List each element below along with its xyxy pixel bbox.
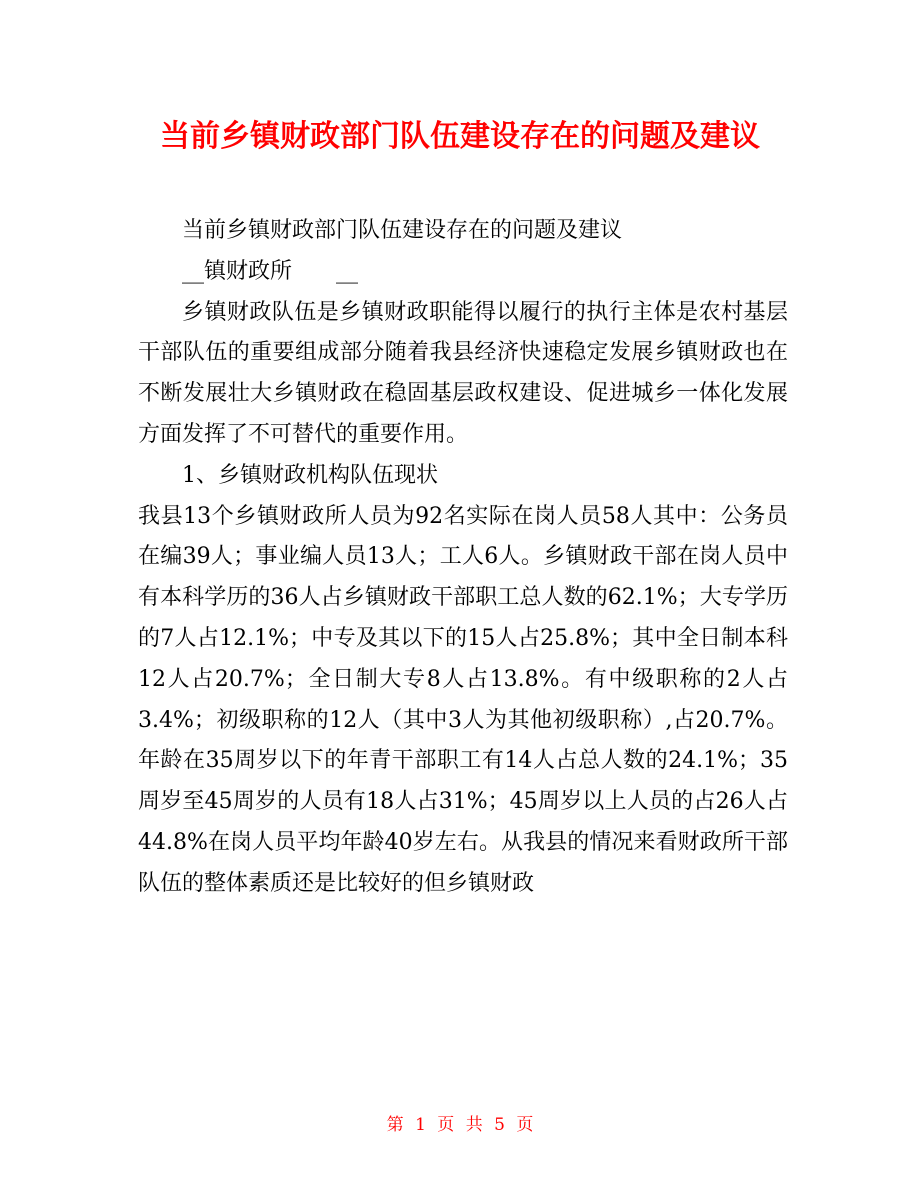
document-title: 当前乡镇财政部门队伍建设存在的问题及建议 (160, 119, 760, 154)
footer-total-unit: 页 (516, 1115, 534, 1135)
page-footer (0, 1110, 920, 1140)
footer-total-pages: 5 (494, 1115, 505, 1135)
footer-page-unit: 页 (437, 1115, 455, 1135)
footer-total-label: 共 (465, 1115, 483, 1135)
footer-page-label: 第 (386, 1115, 404, 1135)
author-line: __镇财政所 __ (182, 258, 359, 284)
body-heading: 当前乡镇财政部门队伍建设存在的问题及建议 (182, 218, 623, 243)
footer-page-number: 1 (415, 1115, 426, 1135)
section-heading: 1、乡镇财政机构队伍现状 (182, 462, 438, 488)
status-paragraph: 我县13个乡镇财政所人员为92名实际在岗人员58人其中：公务员在编39人；事业编人员13人；工人6人。乡镇财政干部在岗人员中有本科学历的36人占乡镇财政干部职工总人数的62.1%；大专学历的7人占12.1%；中专及其以下的15人占25.8%；其中全日制本科12人占20.7%；全日制大专8人占13.8%。有中级职称的2人占3.4%；初级职称的12人（其中3人为其他初级职称）,占20.7%。年龄在35周岁以下的年青干部职工有14人占总人数的24.1%；35周岁至45周岁的人员有18人占31%；45周岁以上人员的占26人占44.8%在岗人员平均年龄40岁左右。从我县的情况来看财政所干部队伍的整体素质还是比较好的但乡镇财政 (138, 503, 788, 896)
document-body (138, 211, 788, 905)
intro-paragraph: 乡镇财政队伍是乡镇财政职能得以履行的执行主体是农村基层干部队伍的重要组成部分随着我县经济快速稳定发展乡镇财政也在不断发展壮大乡镇财政在稳固基层政权建设、促进城乡一体化发展方面发挥了不可替代的重要作用。 (138, 299, 788, 447)
